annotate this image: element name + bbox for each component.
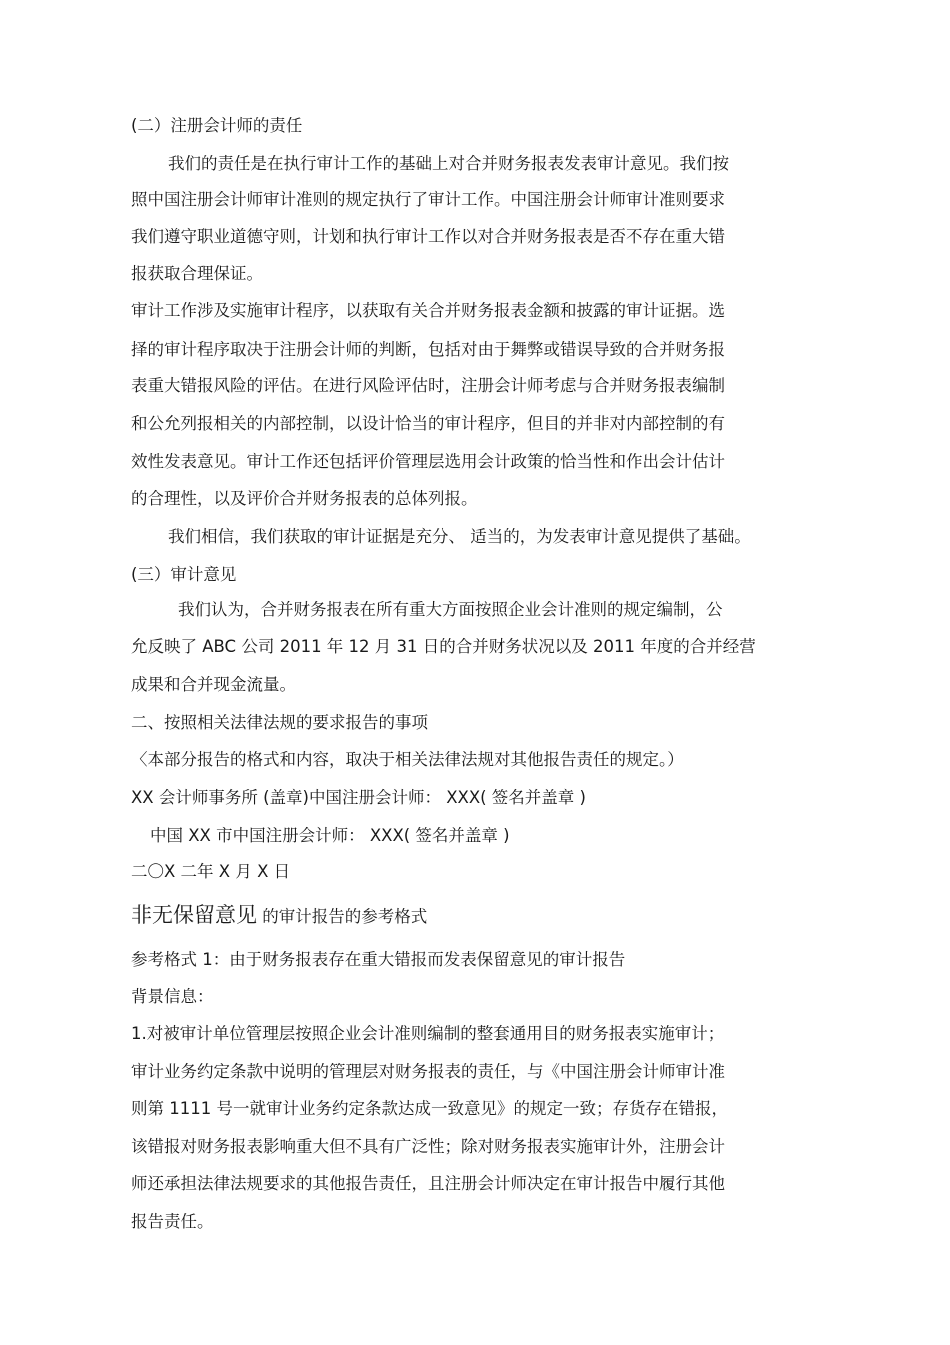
- paragraph-line: 则第 1111 号一就审计业务约定条款达成一致意见》的规定一致；存货存在错报，: [131, 1099, 728, 1118]
- reference-format-title: 参考格式 1：由于财务报表存在重大错报而发表保留意见的审计报告: [131, 950, 626, 969]
- paragraph-line: 效性发表意见。审计工作还包括评价管理层选用会计政策的恰当性和作出会计估计: [131, 452, 725, 471]
- paragraph-line: 的合理性，以及评价合并财务报表的总体列报。: [131, 489, 478, 508]
- paragraph-line: 报获取合理保证。: [131, 264, 263, 283]
- paragraph-line: 允反映了 ABC 公司 2011 年 12 月 31 日的合并财务状况以及 2011 年度的合并经营: [131, 637, 756, 656]
- paragraph-line: 报告责任。: [131, 1212, 214, 1231]
- signature-line-firm: XX 会计师事务所 (盖章)中国注册会计师： XXX( 签名并盖章 ): [131, 788, 586, 807]
- background-label: 背景信息：: [131, 987, 214, 1006]
- paragraph-line: 1.对被审计单位管理层按照企业会计准则编制的整套通用目的财务报表实施审计；: [131, 1024, 725, 1043]
- section-heading-cpa-responsibility: (二）注册会计师的责任: [131, 116, 303, 135]
- date-line: 二〇X 二年 X 月 X 日: [131, 862, 291, 881]
- paragraph-line: 成果和合并现金流量。: [131, 675, 296, 694]
- paragraph-line: 我们遵守职业道德守则，计划和执行审计工作以对合并财务报表是否不存在重大错: [131, 227, 725, 246]
- paragraph-line: 师还承担法律法规要求的其他报告责任，且注册会计师决定在审计报告中履行其他: [131, 1174, 725, 1193]
- signature-line-city: 中国 XX 市中国注册会计师： XXX( 签名并盖章 ): [150, 826, 510, 845]
- paragraph-line: 我们认为，合并财务报表在所有重大方面按照企业会计准则的规定编制，公: [178, 600, 723, 619]
- paragraph-line: 审计工作涉及实施审计程序，以获取有关合并财务报表金额和披露的审计证据。选: [131, 301, 725, 320]
- paragraph-line: 我们相信，我们获取的审计证据是充分、 适当的，为发表审计意见提供了基础。: [168, 527, 751, 546]
- title-heading-small: 的审计报告的参考格式: [257, 907, 428, 926]
- paragraph-line: 该错报对财务报表影响重大但不具有广泛性；除对财务报表实施审计外，注册会计: [131, 1137, 725, 1156]
- title-heading-large: 非无保留意见: [131, 903, 257, 927]
- paragraph-line: 照中国注册会计师审计准则的规定执行了审计工作。中国注册会计师审计准则要求: [131, 190, 725, 209]
- paragraph-line: 择的审计程序取决于注册会计师的判断，包括对由于舞弊或错误导致的合并财务报: [131, 340, 725, 359]
- section-heading-legal-reporting: 二、按照相关法律法规的要求报告的事项: [131, 713, 428, 732]
- paragraph-line: 〈本部分报告的格式和内容，取决于相关法律法规对其他报告责任的规定。）: [131, 750, 684, 769]
- title-heading: [131, 902, 427, 928]
- section-heading-audit-opinion: (三）审计意见: [131, 565, 237, 584]
- paragraph-line: 表重大错报风险的评估。在进行风险评估时，注册会计师考虑与合并财务报表编制: [131, 376, 725, 395]
- paragraph-line: 和公允列报相关的内部控制，以设计恰当的审计程序，但目的并非对内部控制的有: [131, 414, 725, 433]
- paragraph-line: 审计业务约定条款中说明的管理层对财务报表的责任，与《中国注册会计师审计准: [131, 1062, 725, 1081]
- paragraph-line: 我们的责任是在执行审计工作的基础上对合并财务报表发表审计意见。我们按: [168, 154, 729, 173]
